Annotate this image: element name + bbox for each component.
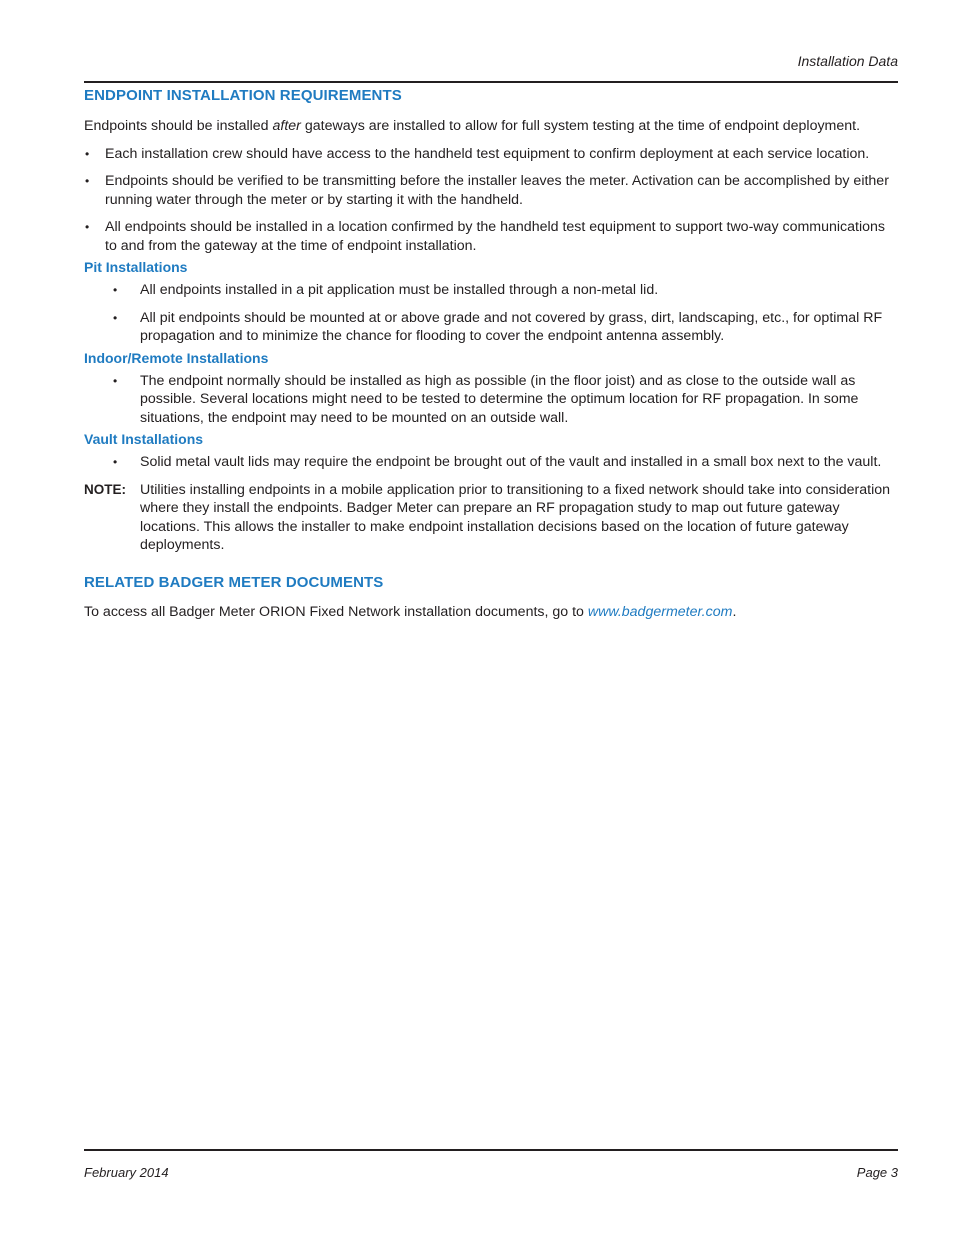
list-item xyxy=(84,309,898,346)
section-title-endpoint-installation: ENDPOINT INSTALLATION REQUIREMENTS xyxy=(84,87,402,104)
document-page xyxy=(84,0,898,1235)
subsection-title-pit: Pit Installations xyxy=(84,259,188,275)
list-item-text: Each installation crew should have access to the handheld test equipment to confirm deployment at each service location. xyxy=(105,145,870,162)
list-item-text: Solid metal vault lids may require the endpoint be brought out of the vault and installed in a small box next to the vault. xyxy=(140,454,882,470)
intro-emphasis: after xyxy=(272,118,301,134)
content xyxy=(84,86,898,621)
intro-paragraph xyxy=(84,117,898,136)
running-head: Installation Data xyxy=(797,53,898,69)
list-item xyxy=(84,172,898,209)
related-documents-paragraph xyxy=(84,603,898,622)
bullet-icon: • xyxy=(85,146,90,161)
related-documents-text-end: . xyxy=(732,603,737,620)
bullet-icon: • xyxy=(85,220,90,234)
badgermeter-link[interactable]: www.badgermeter.com xyxy=(587,603,733,620)
bullet-icon: • xyxy=(113,283,118,297)
intro-text: Endpoints should be installed xyxy=(84,118,273,134)
related-documents-text: To access all Badger Meter ORION Fixed Network installation documents, go to xyxy=(84,603,588,620)
list-item-text: All pit endpoints should be mounted at or above grade and not covered by grass, dirt, landscaping, etc., for optimal RF propagation and to minimize the chance for flooding to cover the endpoint antenna assembly. xyxy=(140,309,883,344)
list-item-text: Endpoints should be verified to be transmitting before the installer leaves the meter. Activation can be accomplished by either running water through the meter or by starting it with the handheld. xyxy=(105,173,889,208)
note-label: NOTE: xyxy=(84,481,126,497)
list-item xyxy=(84,281,898,300)
list-item xyxy=(84,218,898,255)
section-title-related-documents: RELATED BADGER METER DOCUMENTS xyxy=(84,573,384,591)
note-text: Utilities installing endpoints in a mobile application prior to transitioning to a fixed network should take into consideration where they install the endpoints. Badger Meter can prepare an RF propagation study to map out future gateway locations. This allows the installer to make endpoint installation decisions based on the location of future gateway deployments. xyxy=(140,481,890,553)
bullet-icon: • xyxy=(113,455,118,469)
footer-rule xyxy=(84,1149,898,1151)
list-item-text: All endpoints installed in a pit application must be installed through a non-metal lid. xyxy=(140,282,659,298)
note-block xyxy=(84,481,898,555)
subsection-title-vault: Vault Installations xyxy=(84,431,204,447)
list-item-text: The endpoint normally should be installed as high as possible (in the floor joist) and as close to the outside wall as possible. Several locations might need to be tested to determine the optimum location for RF propagation. In some situations, the endpoint may need to be mounted on an outside wall. xyxy=(140,372,859,426)
list-item xyxy=(84,453,898,472)
header-rule xyxy=(84,81,898,83)
bullet-icon: • xyxy=(85,174,90,188)
page-number: Page 3 xyxy=(856,1165,898,1180)
footer-date: February 2014 xyxy=(84,1165,169,1180)
list-item xyxy=(84,145,898,164)
bullet-icon: • xyxy=(113,373,118,388)
list-item-text: All endpoints should be installed in a location confirmed by the handheld test equipment to support two-way communications to and from the gateway at the time of endpoint installation. xyxy=(105,219,885,254)
subsection-title-indoor: Indoor/Remote Installations xyxy=(84,349,269,366)
list-item xyxy=(84,372,898,428)
intro-text-end: gateways are installed to allow for full system testing at the time of endpoint deployment. xyxy=(300,118,861,134)
bullet-icon: • xyxy=(113,310,118,325)
